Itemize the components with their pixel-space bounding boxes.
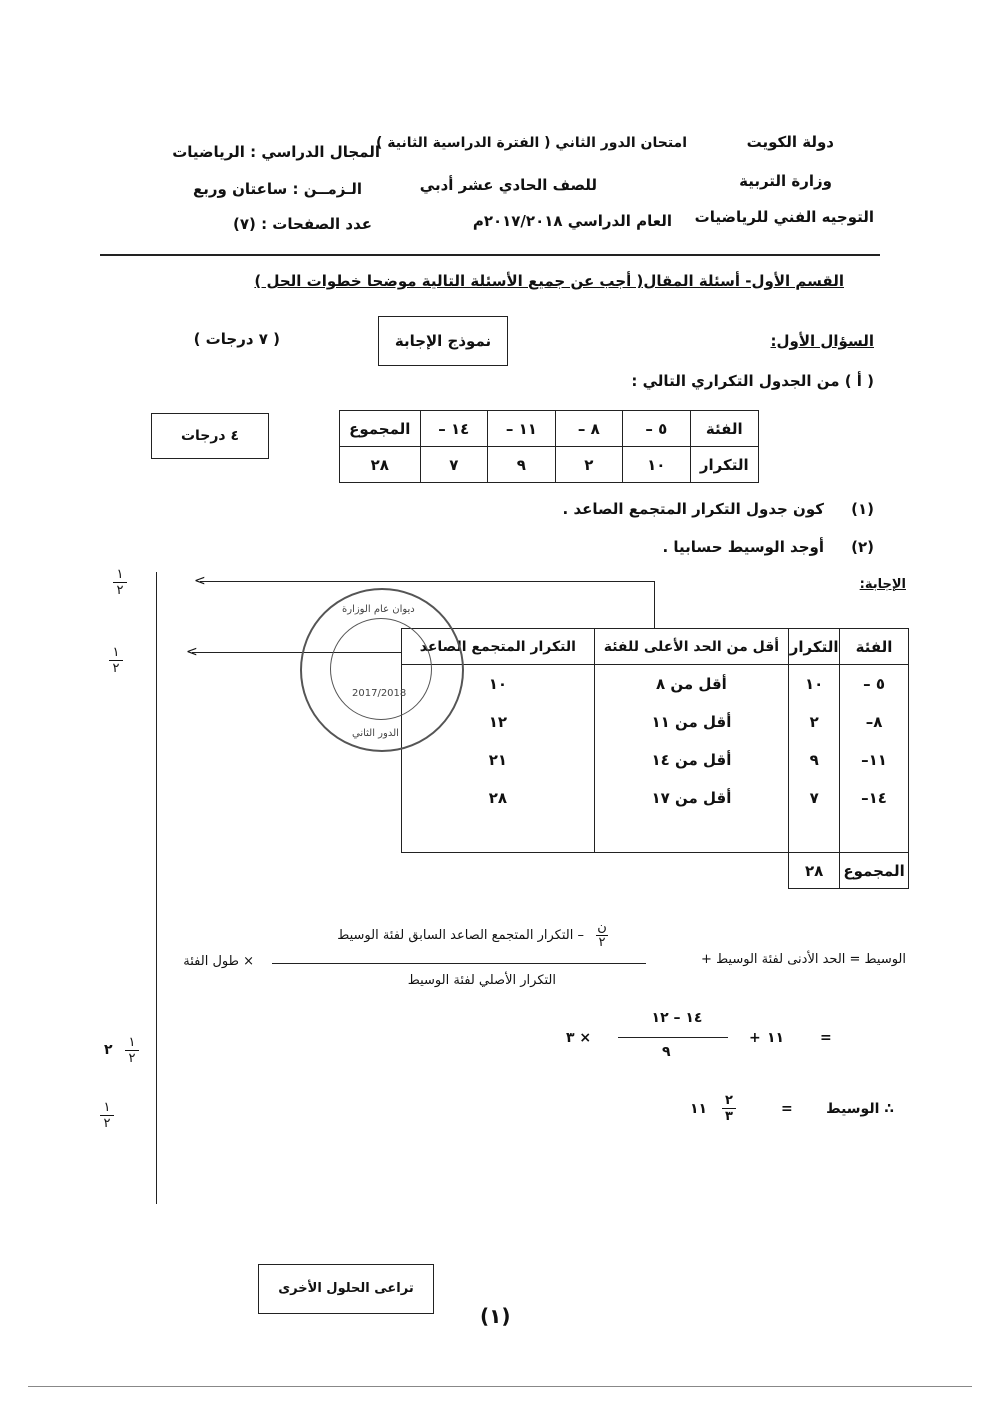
freq-table-class-cell: ١٤ –	[420, 411, 488, 447]
header-exam: امتحان الدور الثاني ( الفترة الدراسية الثانية )	[375, 135, 687, 151]
substitution-numerator: ١٤ – ١٢	[651, 1010, 703, 1026]
part-a-text: ( أ ) من الجدول التكراري التالي :	[631, 372, 874, 390]
answer-table-cell: ٢	[789, 703, 840, 741]
freq-table-frequency-cell: ٩	[488, 447, 556, 483]
answer-table-cell: ١٢	[402, 703, 595, 741]
header-divider	[100, 254, 880, 256]
answer-table-cell: ١٠	[789, 665, 840, 703]
task1-number: (١)	[851, 500, 874, 518]
substitution-fraction-bar	[618, 1037, 728, 1038]
answer-table-cell: ١١–	[840, 741, 909, 779]
arrow-connector-top	[654, 581, 655, 629]
formula-denominator: التكرار الأصلي لفئة الوسيط	[407, 973, 556, 988]
freq-table-total-value: ٢٨	[340, 447, 421, 483]
answer-table-cell: أقل من ١٤	[594, 741, 788, 779]
part-a-marks-text: ٤ درجات	[180, 428, 240, 444]
freq-table-frequency-cell: ١٠	[622, 447, 690, 483]
result-label: ∴ الوسيط	[826, 1101, 894, 1117]
answer-table-cell: ١٤–	[840, 779, 909, 817]
model-answer-box	[378, 316, 508, 366]
answer-table-cell: ٨–	[840, 703, 909, 741]
task2-number: (٢)	[851, 538, 874, 556]
formula-numerator: – التكرار المتجمع الصاعد السابق لفئة الوسيط	[337, 928, 584, 943]
substitution-a: ١١	[767, 1030, 785, 1046]
stamp-bottom-text: الدور الثاني	[352, 728, 399, 739]
freq-table-total-label: المجموع	[340, 411, 421, 447]
arrow-head-left-icon: <	[186, 644, 198, 660]
freq-table-class-cell: ٨ –	[555, 411, 622, 447]
stamp-year: 2017/2018	[352, 688, 407, 699]
result-fraction: ٢ ٣	[722, 1094, 736, 1123]
formula-lhs: الوسيط = الحد الأدنى لفئة الوسيط +	[701, 952, 906, 967]
page-number: (١)	[480, 1304, 511, 1328]
answer-table-header: الفئة	[840, 629, 909, 665]
stamp-text: ديوان عام الوزارة	[342, 604, 415, 615]
formula-times: × طول الفئة	[183, 954, 254, 969]
answer-table-cell: ٢١	[402, 741, 595, 779]
part-a-marks-box	[151, 413, 269, 459]
arrow-line-top	[200, 581, 655, 582]
formula-n-over-2: ن ٢	[597, 920, 607, 950]
answer-table-cell: ١٠	[402, 665, 595, 703]
freq-table-class-cell: ٥ –	[622, 411, 690, 447]
answer-table-header: أقل من الحد الأعلى للفئة	[594, 629, 788, 665]
header-time: الـزمــن : ساعتان وربع	[193, 180, 362, 198]
answer-table-cell: ٩	[789, 741, 840, 779]
section-title: القسم الأول- أسئلة المقال( أجب عن جميع الأسئلة التالية موضحا خطوات الحل )	[254, 272, 844, 290]
footer-note-box	[258, 1264, 434, 1314]
result-whole: ١١	[690, 1101, 708, 1117]
official-stamp	[300, 588, 464, 752]
task2-text: أوجد الوسيط حسابيا .	[662, 538, 824, 556]
header-country: دولة الكويت	[746, 133, 834, 151]
answer-table-header: التكرار	[789, 629, 840, 665]
bottom-edge-line	[28, 1386, 972, 1387]
substitution-plus: +	[749, 1030, 761, 1046]
answer-table-cell: أقل من ١١	[594, 703, 788, 741]
margin-mark-half: ١ ٢	[125, 1036, 139, 1065]
frequency-table	[339, 410, 759, 483]
substitution-equals: =	[820, 1030, 832, 1046]
answer-table-cell: ٧	[789, 779, 840, 817]
stamp-inner-ring	[330, 618, 432, 720]
margin-mark-half: ١ ٢	[109, 646, 123, 675]
margin-mark-half: ١ ٢	[113, 568, 127, 597]
header-year: العام الدراسي ٢٠١٧/٢٠١٨م	[472, 212, 672, 230]
task1-text: كون جدول التكرار المتجمع الصاعد .	[562, 500, 824, 518]
freq-table-class-header: الفئة	[690, 411, 758, 447]
substitution-denominator: ٩	[662, 1044, 671, 1060]
substitution-times: × ٣	[566, 1030, 592, 1046]
answer-label: الإجابة:	[859, 577, 906, 592]
header-ministry: وزارة التربية	[739, 172, 832, 190]
freq-table-frequency-cell: ٧	[420, 447, 488, 483]
answer-table-total-value: ٢٨	[789, 853, 840, 889]
question1-label: السؤال الأول:	[770, 332, 874, 350]
model-answer-text: نموذج الإجابة	[394, 332, 492, 350]
question1-marks: ( ٧ درجات )	[193, 330, 280, 348]
answer-table-header: التكرار المتجمع الصاعد	[402, 629, 595, 665]
answer-table-cell: ٥ –	[840, 665, 909, 703]
cumulative-frequency-table	[401, 628, 909, 889]
formula-fraction-bar	[272, 963, 646, 964]
answer-table-cell: أقل من ١٧	[594, 779, 788, 817]
answer-table-cell: ٢٨	[402, 779, 595, 817]
freq-table-class-cell: ١١ –	[488, 411, 556, 447]
header-grade: للصف الحادي عشر أدبي	[419, 176, 597, 194]
header-subject: المجال الدراسي : الرياضيات	[172, 143, 380, 161]
header-department: التوجيه الفني للرياضيات	[694, 208, 874, 226]
margin-line	[156, 572, 157, 1204]
freq-table-frequency-header: التكرار	[690, 447, 758, 483]
margin-mark-half: ١ ٢	[100, 1101, 114, 1130]
answer-table-cell: أقل من ٨	[594, 665, 788, 703]
arrow-head-left-icon: <	[194, 573, 206, 589]
header-pages: عدد الصفحات : (٧)	[232, 215, 372, 233]
footer-note-text: تراعى الحلول الأخرى	[278, 1281, 414, 1296]
result-equals: =	[781, 1101, 793, 1117]
answer-table-total-label: المجموع	[840, 853, 909, 889]
freq-table-frequency-cell: ٢	[555, 447, 622, 483]
margin-mark-whole: ٢	[104, 1042, 113, 1058]
